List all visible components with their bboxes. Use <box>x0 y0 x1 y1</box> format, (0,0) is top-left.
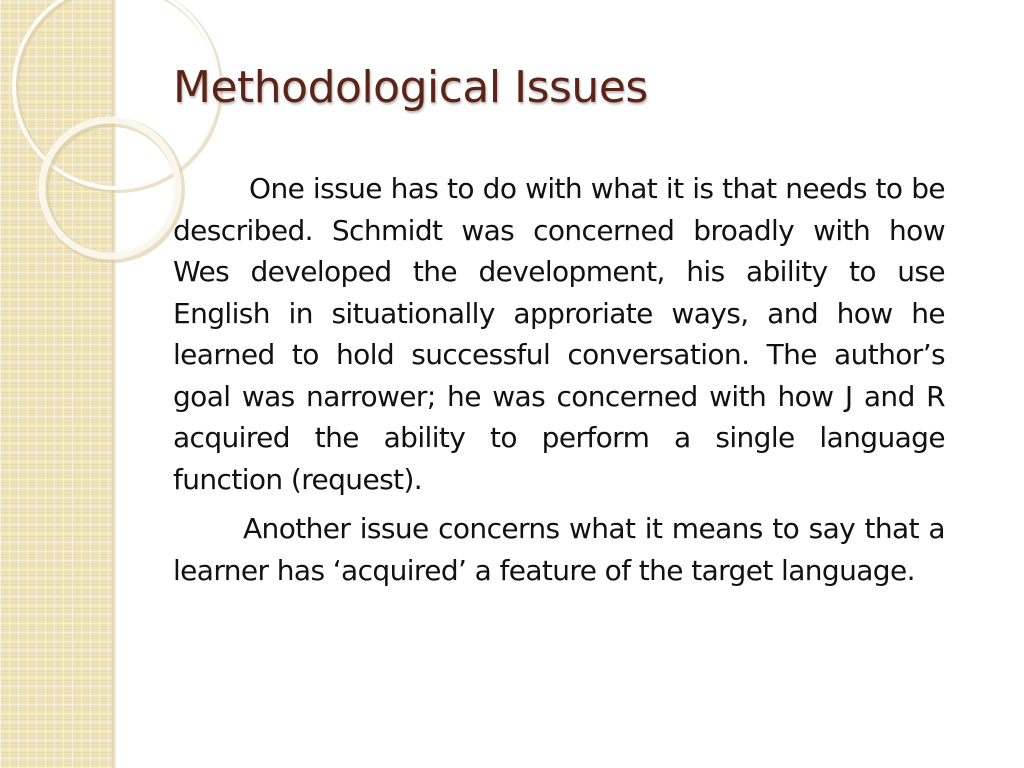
body-paragraph-1: One issue has to do with what it is that needs to be described. Schmidt was concerned broadly with how Wes developed the development, his ability to use English in situationally approriate ways, and how he learned to hold successful conversation. The author’s goal was narrower; he was concerned with how J and R acquired the ability to perform a single language function (request). <box>173 172 945 496</box>
side-band-edge <box>112 0 116 768</box>
body-paragraph-2: Another issue concerns what it means to say that a learner has ‘acquired’ a feature of the target language. <box>173 512 945 587</box>
slide-title: Methodological Issues <box>173 62 648 113</box>
decorative-side-band <box>0 0 112 768</box>
slide-body <box>173 168 945 591</box>
